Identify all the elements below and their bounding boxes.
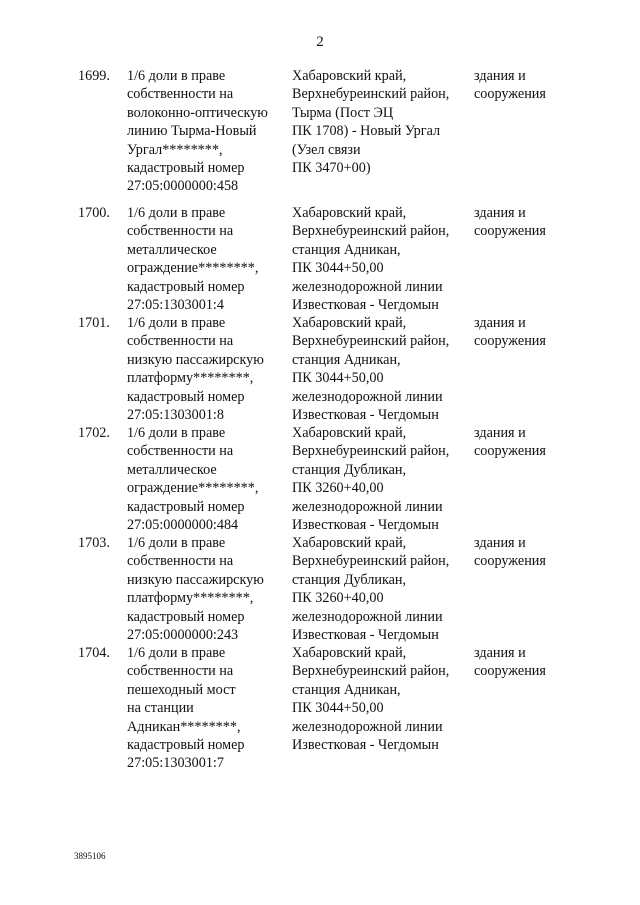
- entry-number: 1704.: [78, 645, 110, 661]
- entry-description: 1/6 доли в праве собственности на низкую пассажирскую платформу********, кадастровый номер 27:05:1303001:8: [127, 315, 264, 424]
- entry-number: 1702.: [78, 425, 110, 441]
- entry-location: Хабаровский край, Верхнебуреинский район, станция Адникан, ПК 3044+50,00 железнодорожной линии Известковая - Чегдомын: [292, 205, 450, 314]
- entry-type: здания и сооружения: [474, 425, 546, 460]
- entry-type: здания и сооружения: [474, 205, 546, 240]
- entry-description: 1/6 доли в праве собственности на металлическое ограждение********, кадастровый номер 27:05:1303001:4: [127, 205, 259, 314]
- entry-number: 1703.: [78, 535, 110, 551]
- entry-location: Хабаровский край, Верхнебуреинский район, станция Дубликан, ПК 3260+40,00 железнодорожной линии Известковая - Чегдомын: [292, 425, 450, 534]
- entry-type: здания и сооружения: [474, 535, 546, 570]
- entry-number: 1699.: [78, 68, 110, 84]
- entry-description: 1/6 доли в праве собственности на волоконно-оптическую линию Тырма-Новый Ургал********, кадастровый номер 27:05:0000000:458: [127, 68, 268, 195]
- entry-location: Хабаровский край, Верхнебуреинский район, станция Адникан, ПК 3044+50,00 железнодорожной линии Известковая - Чегдомын: [292, 315, 450, 424]
- entry-description: 1/6 доли в праве собственности на пешеходный мост на станции Адникан********, кадастровый номер 27:05:1303001:7: [127, 645, 245, 772]
- entry-location: Хабаровский край, Верхнебуреинский район, станция Адникан, ПК 3044+50,00 железнодорожной линии Известковая - Чегдомын: [292, 645, 450, 754]
- list-item: [0, 67, 640, 204]
- property-list: [0, 67, 640, 774]
- entry-description: 1/6 доли в праве собственности на металлическое ограждение********, кадастровый номер 27:05:0000000:484: [127, 425, 259, 534]
- list-item: [0, 534, 640, 644]
- entry-location: Хабаровский край, Верхнебуреинский район, Тырма (Пост ЭЦ ПК 1708) - Новый Ургал (Узел связи ПК 3470+00): [292, 68, 450, 177]
- entry-type: здания и сооружения: [474, 645, 546, 680]
- list-item: [0, 644, 640, 774]
- list-item: [0, 204, 640, 314]
- list-item: [0, 314, 640, 424]
- page-number: 2: [316, 34, 324, 50]
- entry-number: 1700.: [78, 205, 110, 221]
- entry-type: здания и сооружения: [474, 315, 546, 350]
- entry-location: Хабаровский край, Верхнебуреинский район, станция Дубликан, ПК 3260+40,00 железнодорожной линии Известковая - Чегдомын: [292, 535, 450, 644]
- entry-type: здания и сооружения: [474, 68, 546, 103]
- list-item: [0, 424, 640, 534]
- entry-number: 1701.: [78, 315, 110, 331]
- document-code: 3895106: [74, 851, 106, 861]
- entry-description: 1/6 доли в праве собственности на низкую пассажирскую платформу********, кадастровый номер 27:05:0000000:243: [127, 535, 264, 644]
